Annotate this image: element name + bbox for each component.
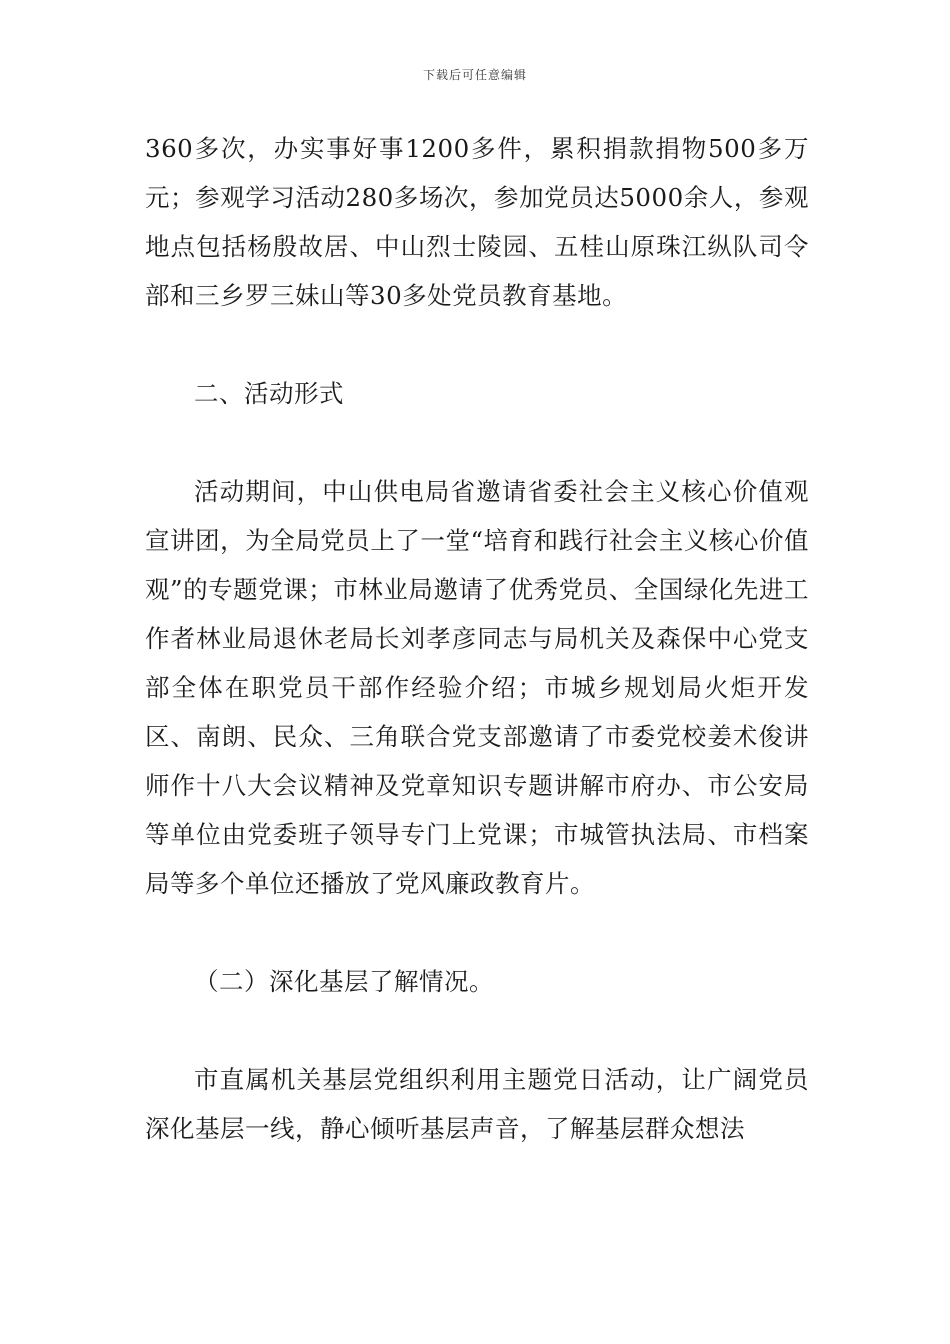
page-header-note: 下载后可任意编辑 xyxy=(422,68,527,82)
paragraph-activity-forms: 活动期间，中山供电局省邀请省委社会主义核心价值观宣讲团，为全局党员上了一堂“培育和践行社会主义核心价值观”的专题党课；市林业局邀请了优秀党员、全国绿化先进工作者林业局退休老局长刘孝彦同志与局机关及森保中心党支部全体在职党员干部作经验介绍；市城乡规划局火炬开发区、南朗、民众、三角联合党支部邀请了市委党校姜术俊讲师作十八大会议精神及党章知识专题讲解市府办、市公安局等单位由党委班子领导专门上党课；市城管执法局、市档案局等多个单位还播放了党风廉政教育片。 xyxy=(145,477,809,898)
paragraph-gap xyxy=(145,1006,809,1055)
paragraph-statistics: 360多次，办实事好事1200多件，累积捐款捐物500多万元；参观学习活动280多场次，参加党员达5000余人，参观地点包括杨殷故居、中山烈士陵园、五桂山原珠江纵队司令部和三乡罗三妹山等30多处党员教育基地。 xyxy=(145,134,809,310)
section-heading-grassroots: （二）深化基层了解情况。 xyxy=(194,967,494,996)
paragraph-gap xyxy=(145,418,809,467)
document-body xyxy=(145,124,809,1153)
paragraph-grassroots: 市直属机关基层党组织利用主题党日活动，让广阔党员深化基层一线，静心倾听基层声音，了解基层群众想法 xyxy=(145,1065,809,1143)
paragraph-gap xyxy=(145,908,809,957)
paragraph-gap xyxy=(145,320,809,369)
section-heading-activity-forms: 二、活动形式 xyxy=(194,379,344,408)
